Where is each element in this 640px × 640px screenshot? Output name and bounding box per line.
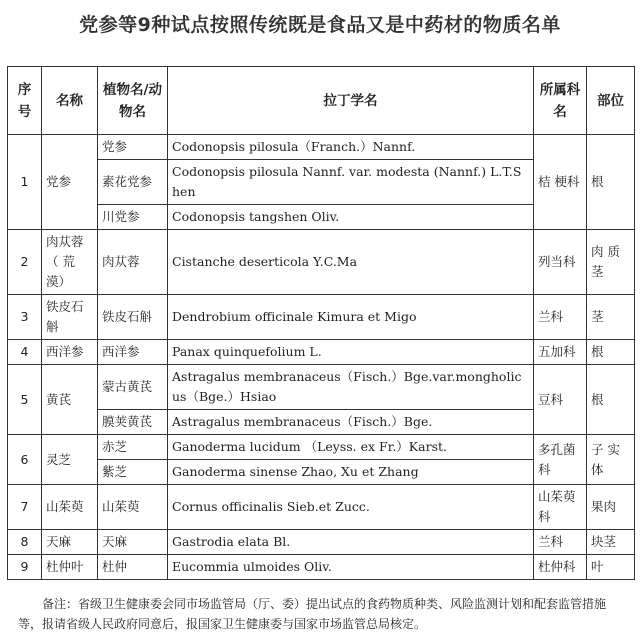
cell-family: 杜仲科 bbox=[534, 555, 587, 580]
cell-plant: 川党参 bbox=[98, 205, 168, 230]
cell-part: 肉 质茎 bbox=[587, 230, 635, 295]
cell-latin: Panax quinquefolium L. bbox=[168, 340, 534, 365]
cell-plant: 铁皮石斛 bbox=[98, 295, 168, 340]
cell-seq: 7 bbox=[8, 485, 42, 530]
cell-plant: 肉苁蓉 bbox=[98, 230, 168, 295]
cell-plant: 天麻 bbox=[98, 530, 168, 555]
cell-latin: Codonopsis tangshen Oliv. bbox=[168, 205, 534, 230]
header-family: 所属科名 bbox=[534, 67, 587, 135]
cell-part: 茎 bbox=[587, 295, 635, 340]
substance-table bbox=[7, 66, 635, 580]
cell-plant: 杜仲 bbox=[98, 555, 168, 580]
table-body bbox=[8, 135, 635, 580]
cell-name: 杜仲叶 bbox=[42, 555, 98, 580]
cell-part: 叶 bbox=[587, 555, 635, 580]
cell-part: 子 实体 bbox=[587, 435, 635, 485]
cell-family: 五加科 bbox=[534, 340, 587, 365]
cell-plant: 紫芝 bbox=[98, 460, 168, 485]
header-seq: 序号 bbox=[8, 67, 42, 135]
cell-family: 兰科 bbox=[534, 530, 587, 555]
cell-latin: Codonopsis pilosula Nannf. var. modesta (Nannf.) L.T.Shen bbox=[168, 160, 534, 205]
cell-name: 党参 bbox=[42, 135, 98, 230]
cell-name: 肉苁蓉（ 荒漠） bbox=[42, 230, 98, 295]
cell-latin: Ganoderma lucidum （Leyss. ex Fr.）Karst. bbox=[168, 435, 534, 460]
table-row bbox=[8, 365, 635, 410]
cell-latin: Ganoderma sinense Zhao, Xu et Zhang bbox=[168, 460, 534, 485]
table-header-row bbox=[8, 67, 635, 135]
header-plant: 植物名/动物名 bbox=[98, 67, 168, 135]
cell-latin: Gastrodia elata Bl. bbox=[168, 530, 534, 555]
cell-family: 兰科 bbox=[534, 295, 587, 340]
cell-family: 多孔菌科 bbox=[534, 435, 587, 485]
cell-seq: 1 bbox=[8, 135, 42, 230]
cell-seq: 5 bbox=[8, 365, 42, 435]
cell-seq: 4 bbox=[8, 340, 42, 365]
table-row bbox=[8, 230, 635, 295]
table-row bbox=[8, 530, 635, 555]
header-name: 名称 bbox=[42, 67, 98, 135]
table-row bbox=[8, 340, 635, 365]
cell-plant: 党参 bbox=[98, 135, 168, 160]
cell-plant: 山茱萸 bbox=[98, 485, 168, 530]
header-part: 部位 bbox=[587, 67, 635, 135]
cell-plant: 西洋参 bbox=[98, 340, 168, 365]
footnote: 备注：省级卫生健康委会同市场监管局（厅、委）提出试点的食药物质种类、风险监测计划和配套监管措施等，报请省级人民政府同意后，报国家卫生健康委与国家市场监管总局核定。 bbox=[18, 597, 607, 631]
table-row bbox=[8, 485, 635, 530]
header-latin: 拉丁学名 bbox=[168, 67, 534, 135]
cell-latin: Astragalus membranaceus（Fisch.）Bge. bbox=[168, 410, 534, 435]
table-row bbox=[8, 435, 635, 460]
cell-family: 桔 梗科 bbox=[534, 135, 587, 230]
cell-part: 根 bbox=[587, 365, 635, 435]
table-row bbox=[8, 295, 635, 340]
cell-seq: 9 bbox=[8, 555, 42, 580]
cell-family: 豆科 bbox=[534, 365, 587, 435]
cell-name: 灵芝 bbox=[42, 435, 98, 485]
cell-part: 块茎 bbox=[587, 530, 635, 555]
cell-name: 山茱萸 bbox=[42, 485, 98, 530]
cell-part: 果肉 bbox=[587, 485, 635, 530]
cell-plant: 素花党参 bbox=[98, 160, 168, 205]
cell-plant: 膜荚黄芪 bbox=[98, 410, 168, 435]
cell-seq: 8 bbox=[8, 530, 42, 555]
cell-part: 根 bbox=[587, 340, 635, 365]
table-row bbox=[8, 135, 635, 160]
cell-name: 天麻 bbox=[42, 530, 98, 555]
cell-latin: Cornus officinalis Sieb.et Zucc. bbox=[168, 485, 534, 530]
cell-family: 列当科 bbox=[534, 230, 587, 295]
cell-part: 根 bbox=[587, 135, 635, 230]
cell-seq: 6 bbox=[8, 435, 42, 485]
table-row bbox=[8, 555, 635, 580]
cell-plant: 蒙古黄芪 bbox=[98, 365, 168, 410]
cell-seq: 2 bbox=[8, 230, 42, 295]
cell-latin: Dendrobium officinale Kimura et Migo bbox=[168, 295, 534, 340]
cell-name: 黄芪 bbox=[42, 365, 98, 435]
cell-seq: 3 bbox=[8, 295, 42, 340]
cell-plant: 赤芝 bbox=[98, 435, 168, 460]
cell-latin: Eucommia ulmoides Oliv. bbox=[168, 555, 534, 580]
cell-name: 铁皮石斛 bbox=[42, 295, 98, 340]
cell-family: 山茱萸科 bbox=[534, 485, 587, 530]
cell-latin: Codonopsis pilosula（Franch.）Nannf. bbox=[168, 135, 534, 160]
cell-name: 西洋参 bbox=[42, 340, 98, 365]
cell-latin: Cistanche deserticola Y.C.Ma bbox=[168, 230, 534, 295]
cell-latin: Astragalus membranaceus（Fisch.）Bge.var.mongholicus（Bge.）Hsiao bbox=[168, 365, 534, 410]
page-title: 党参等9种试点按照传统既是食品又是中药材的物质名单 bbox=[79, 14, 561, 36]
